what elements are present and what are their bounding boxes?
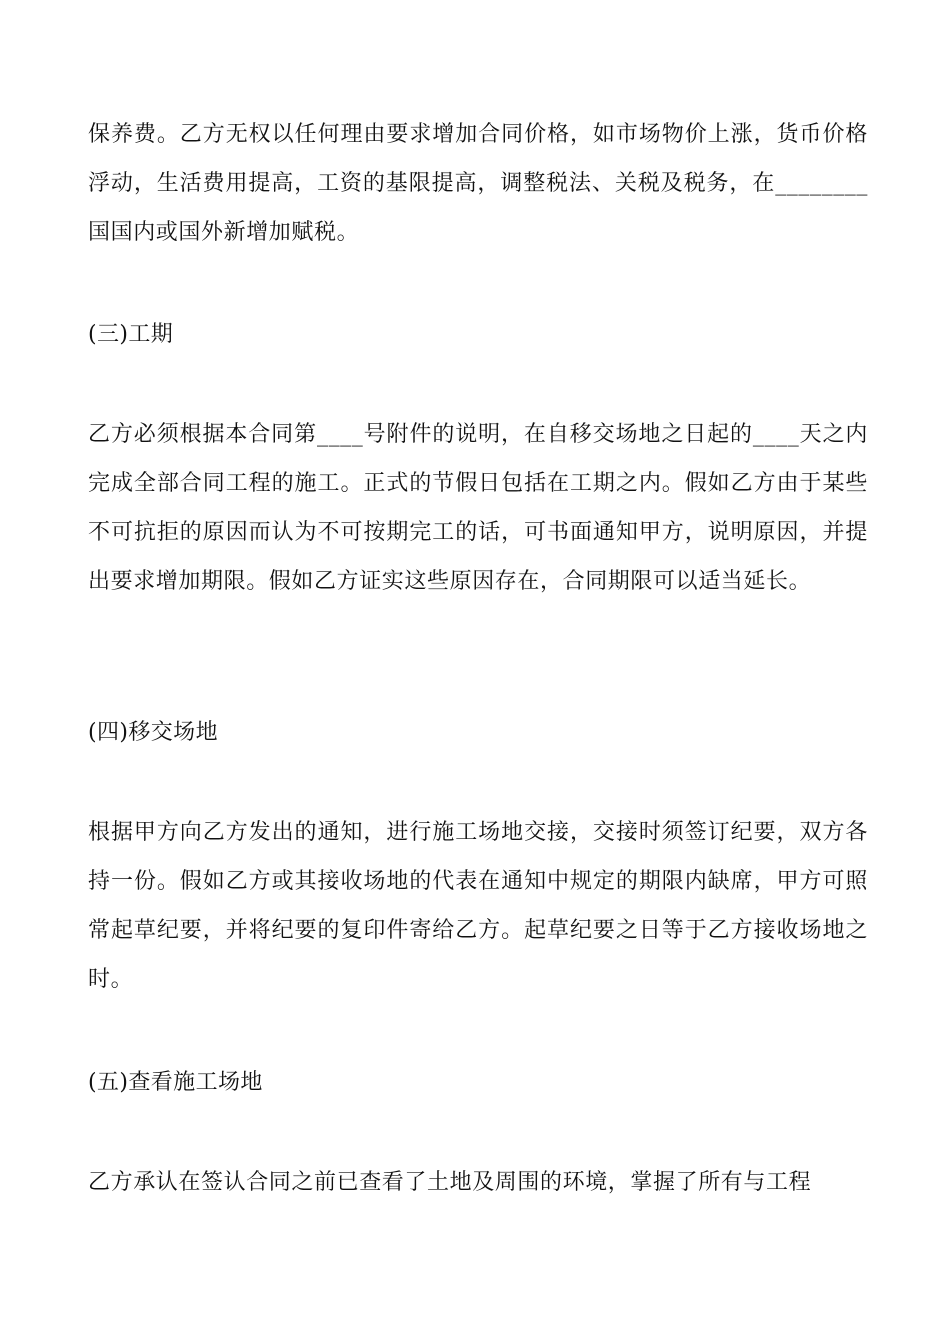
paragraph-site-handover: 根据甲方向乙方发出的通知，进行施工场地交接，交接时须签订纪要，双方各持一份。假如乙方或其接收场地的代表在通知中规定的期限内缺席，甲方可照常起草纪要，并将纪要的复印件寄给乙方。起草纪要之日等于乙方接收场地之时。 xyxy=(88,820,868,992)
paragraph-construction-period: 乙方必须根据本合同第____号附件的说明，在自移交场地之日起的____天之内完成全部合同工程的施工。正式的节假日包括在工期之内。假如乙方由于某些不可抗拒的原因而认为不可按期完工的话，可书面通知甲方，说明原因，并提出要求增加期限。假如乙方证实这些原因存在，合同期限可以适当延长。 xyxy=(88,422,868,594)
section-heading-site-handover: (四)移交场地 xyxy=(88,720,218,745)
paragraph-price-terms: 保养费。乙方无权以任何理由要求增加合同价格，如市场物价上涨，货币价格浮动，生活费用提高，工资的基限提高，调整税法、关税及税务，在________国国内或国外新增加赋税。 xyxy=(88,122,868,245)
section-heading-site-inspection: (五)查看施工场地 xyxy=(88,1070,263,1095)
paragraph-site-inspection: 乙方承认在签认合同之前已查看了土地及周围的环境，掌握了所有与工程 xyxy=(88,1170,812,1195)
section-heading-construction-period: (三)工期 xyxy=(88,322,174,347)
